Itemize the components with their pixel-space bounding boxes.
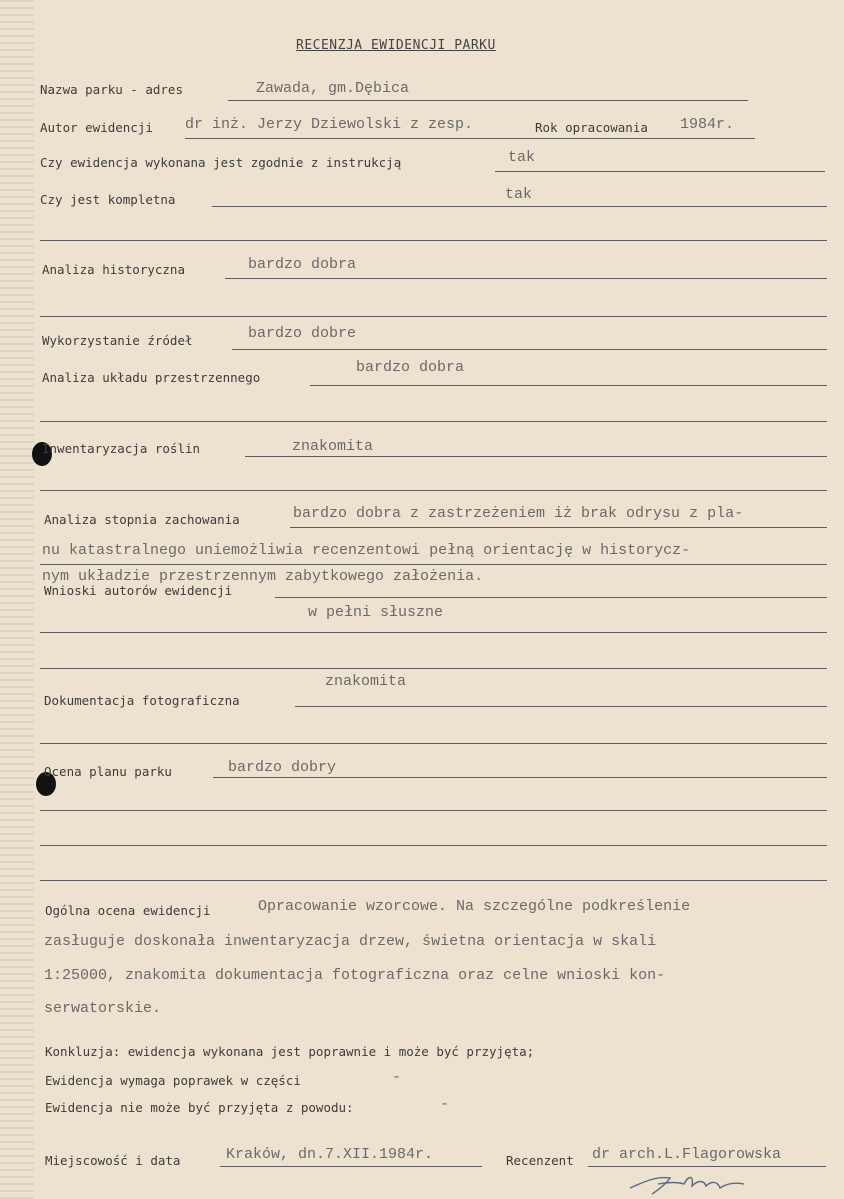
blank-line-7 bbox=[40, 743, 827, 744]
analiza-hist-label: Analiza historyczna bbox=[42, 262, 185, 277]
recenzent-value: dr arch.L.Flagorowska bbox=[592, 1146, 782, 1163]
recenzent-line bbox=[588, 1166, 826, 1167]
plan-label: Ocena planu parku bbox=[44, 764, 172, 779]
recenzent-label: Recenzent bbox=[506, 1153, 574, 1168]
kompletna-line bbox=[212, 206, 827, 207]
blank-line-2 bbox=[40, 316, 827, 317]
rok-label: Rok opracowania bbox=[535, 120, 648, 135]
zrodla-value: bardzo dobre bbox=[248, 325, 357, 342]
dokumentacja-line bbox=[295, 706, 827, 707]
inwentaryzacja-line bbox=[245, 456, 827, 457]
blank-line-4 bbox=[40, 490, 827, 491]
autor-label: Autor ewidencji bbox=[40, 120, 153, 135]
blank-line-8 bbox=[40, 810, 827, 811]
nazwa-line bbox=[228, 100, 748, 101]
zgodna-line bbox=[495, 171, 825, 172]
konkluzja-line3: Ewidencja nie może być przyjęta z powodu: bbox=[45, 1100, 354, 1115]
kompletna-value: tak bbox=[505, 186, 533, 203]
nazwa-value: Zawada, gm.Dębica bbox=[256, 80, 410, 97]
ogolna-line3: 1:25000, znakomita dokumentacja fotograficzna oraz celne wnioski kon- bbox=[44, 967, 666, 984]
inwentaryzacja-value: znakomita bbox=[292, 438, 374, 455]
blank-line-6 bbox=[40, 668, 827, 669]
uklad-label: Analiza układu przestrzennego bbox=[42, 370, 261, 385]
ogolna-line2: zasługuje doskonała inwentaryzacja drzew, świetna orientacja w skali bbox=[44, 933, 657, 950]
miejsce-line bbox=[220, 1166, 482, 1167]
wnioski-label: Wnioski autorów ewidencji bbox=[44, 583, 233, 598]
zrodla-line bbox=[232, 349, 827, 350]
zgodna-label: Czy ewidencja wykonana jest zgodnie z instrukcją bbox=[40, 155, 402, 170]
konkluzja-line2: Ewidencja wymaga poprawek w części bbox=[45, 1073, 301, 1088]
form-title: RECENZJA EWIDENCJI PARKU bbox=[296, 38, 496, 53]
blank-line-3 bbox=[40, 421, 827, 422]
konkluzja-line1: Konkluzja: ewidencja wykonana jest poprawnie i może być przyjęta; bbox=[45, 1044, 535, 1059]
zachowanie-rule-2 bbox=[40, 564, 827, 565]
dokumentacja-value: znakomita bbox=[325, 673, 407, 690]
zrodla-label: Wykorzystanie źródeł bbox=[42, 333, 193, 348]
zachowanie-label: Analiza stopnia zachowania bbox=[44, 512, 240, 527]
wnioski-value: w pełni słuszne bbox=[308, 604, 444, 621]
wnioski-line bbox=[275, 597, 827, 598]
ogolna-line1: Opracowanie wzorcowe. Na szczególne podkreślenie bbox=[258, 898, 691, 915]
ogolna-label: Ogólna ocena ewidencji bbox=[45, 903, 211, 918]
signature-icon bbox=[628, 1170, 748, 1196]
autor-line bbox=[185, 138, 755, 139]
autor-value: dr inż. Jerzy Dziewolski z zesp. bbox=[185, 116, 474, 133]
blank-line-5 bbox=[40, 632, 827, 633]
miejsce-label: Miejscowość i data bbox=[45, 1153, 181, 1168]
rok-value: 1984r. bbox=[680, 116, 735, 133]
nazwa-label: Nazwa parku - adres bbox=[40, 82, 183, 97]
plan-line bbox=[213, 777, 827, 778]
analiza-hist-value: bardzo dobra bbox=[248, 256, 357, 273]
analiza-hist-line bbox=[225, 278, 827, 279]
zachowanie-line2: nu katastralnego uniemożliwia recenzentowi pełną orientację w historycz- bbox=[42, 542, 691, 559]
blank-line-1 bbox=[40, 240, 827, 241]
zgodna-value: tak bbox=[508, 149, 536, 166]
blank-line-10 bbox=[40, 880, 827, 881]
zachowanie-line1: bardzo dobra z zastrzeżeniem iż brak odrysu z pla- bbox=[293, 505, 744, 522]
uklad-line bbox=[310, 385, 827, 386]
konkluzja-line2-value: - bbox=[392, 1069, 402, 1086]
konkluzja-line3-value: - bbox=[440, 1096, 450, 1113]
dokumentacja-label: Dokumentacja fotograficzna bbox=[44, 693, 240, 708]
plan-value: bardzo dobry bbox=[228, 759, 337, 776]
uklad-value: bardzo dobra bbox=[356, 359, 465, 376]
blank-line-9 bbox=[40, 845, 827, 846]
miejsce-value: Kraków, dn.7.XII.1984r. bbox=[226, 1146, 434, 1163]
ogolna-line4: serwatorskie. bbox=[44, 1000, 162, 1017]
kompletna-label: Czy jest kompletna bbox=[40, 192, 176, 207]
zachowanie-rule-1 bbox=[290, 527, 827, 528]
inwentaryzacja-label: Inwentaryzacja roślin bbox=[42, 441, 201, 456]
torn-edge bbox=[0, 0, 34, 1199]
zachowanie-line3: nym układzie przestrzennym zabytkowego założenia. bbox=[42, 568, 484, 585]
